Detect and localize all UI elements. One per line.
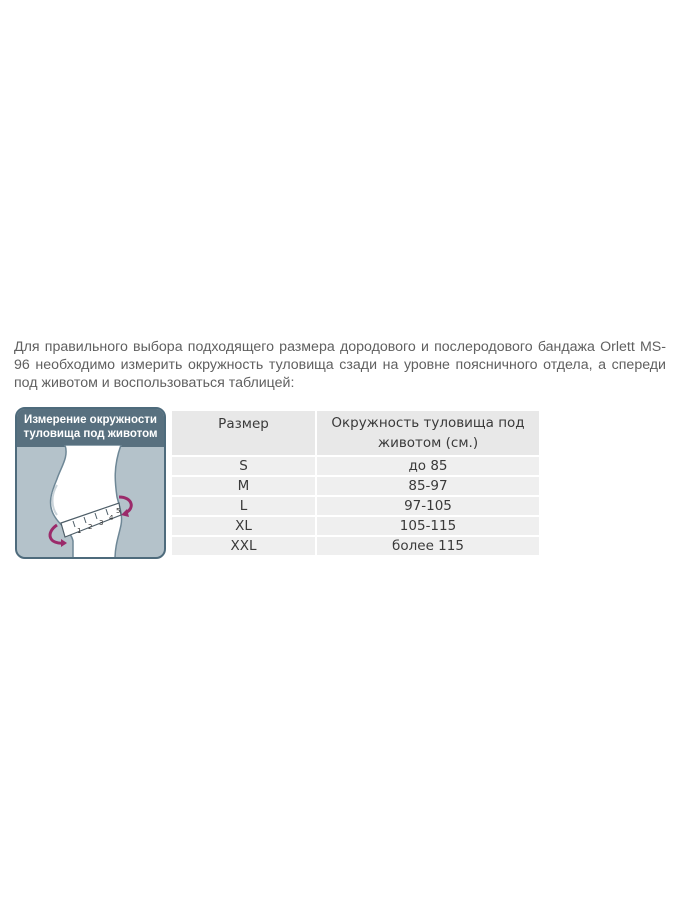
- tape-mark-3: 3: [99, 519, 104, 527]
- tape-mark-5: 5: [116, 507, 121, 515]
- arrow-head-left-icon: [61, 539, 67, 547]
- size-table-header: [172, 411, 539, 455]
- header-size: Размер: [172, 411, 315, 455]
- size-cell: S: [172, 457, 315, 475]
- girth-cell: более 115: [315, 537, 539, 555]
- size-cell: L: [172, 497, 315, 515]
- measurement-title-line1: Измерение окружности: [24, 414, 157, 426]
- size-cell: XXL: [172, 537, 315, 555]
- size-table: [172, 409, 539, 557]
- tape-mark-4: 4: [109, 514, 114, 522]
- measurement-title-line2: туловища под животом: [23, 428, 158, 440]
- table-row: [172, 497, 539, 515]
- tape-mark-1: 1: [77, 527, 82, 535]
- header-girth: Окружность туловища под животом (см.): [315, 411, 539, 455]
- measurement-illustration: [15, 407, 166, 559]
- girth-cell: до 85: [315, 457, 539, 475]
- girth-cell: 85-97: [315, 477, 539, 495]
- table-row: [172, 517, 539, 535]
- girth-cell: 105-115: [315, 517, 539, 535]
- size-cell: XL: [172, 517, 315, 535]
- table-row: [172, 457, 539, 475]
- pregnant-figure-icon: [17, 445, 164, 559]
- size-cell: M: [172, 477, 315, 495]
- measurement-title: [17, 409, 164, 447]
- girth-cell: 97-105: [315, 497, 539, 515]
- table-row: [172, 537, 539, 555]
- tape-mark-2: 2: [88, 523, 93, 531]
- table-row: [172, 477, 539, 495]
- intro-paragraph: Для правильного выбора подходящего размера дородового и послеродового бандажа Orlett MS-96 необходимо измерить окружность туловища сзади на уровне поясничного отдела, а спереди под животом и воспользоваться таблицей:: [14, 339, 666, 391]
